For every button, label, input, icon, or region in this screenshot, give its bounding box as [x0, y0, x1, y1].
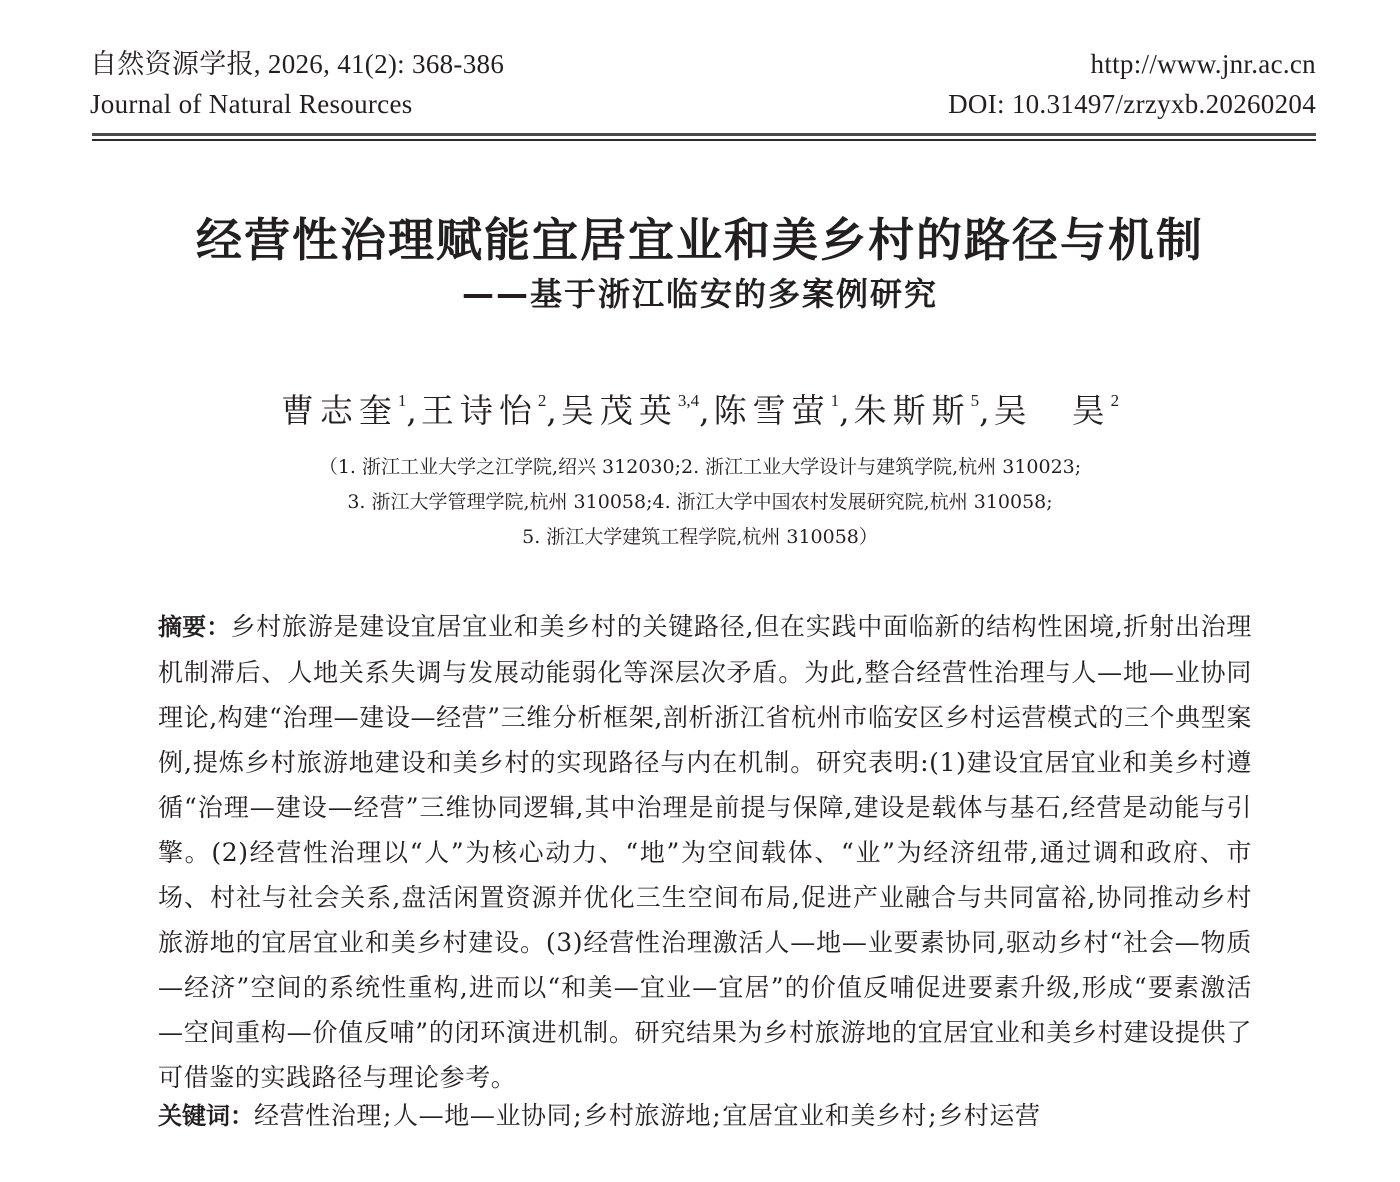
journal-citation: 自然资源学报, 2026, 41(2): 368-386: [90, 49, 505, 79]
paper-title: 经营性治理赋能宜居宜业和美乡村的路径与机制: [196, 213, 1204, 267]
title-block: [0, 208, 1400, 316]
author: [854, 391, 980, 430]
author: [561, 391, 699, 430]
affiliation-line: 5. 浙江大学建筑工程学院,杭州 310058）: [522, 526, 878, 548]
abstract: [158, 604, 1252, 1100]
keyword: 乡村运营: [938, 1101, 1041, 1130]
keyword-separator: ;: [383, 1101, 393, 1130]
author: [714, 391, 840, 430]
affiliation-marker: 2: [537, 391, 547, 410]
affiliation-marker: 1: [397, 391, 407, 410]
keyword: 人—地—业协同: [393, 1101, 573, 1130]
journal-header: [90, 44, 1316, 144]
affiliation-line: 3. 浙江大学管理学院,杭州 310058;4. 浙江大学中国农村发展研究院,杭州 310058;: [347, 491, 1053, 513]
keyword: 宜居宜业和美乡村: [722, 1101, 928, 1130]
author-separator: ,: [839, 391, 854, 430]
author-name: 吴茂英: [560, 391, 678, 430]
author: [994, 391, 1120, 430]
journal-links: [948, 44, 1316, 124]
author-separator: ,: [699, 391, 714, 430]
abstract-text: 乡村旅游是建设宜居宜业和美乡村的关键路径,但在实践中面临新的结构性困境,折射出治理机制滞后、人地关系失调与发展动能弱化等深层次矛盾。为此,整合经营性治理与人—地—业协同理论,构建“治理—建设—经营”三维分析框架,剖析浙江省杭州市临安区乡村运营模式的三个典型案例,提炼乡村旅游地建设和美乡村的实现路径与内在机制。研究表明:(1)建设宜居宜业和美乡村遵循“治理—建设—经营”三维协同逻辑,其中治理是前提与保障,建设是载体与基石,经营是动能与引擎。(2)经营性治理以“人”为核心动力、“地”为空间载体、“业”为经济纽带,通过调和政府、市场、村社与社会关系,盘活闲置资源并优化三生空间布局,促进产业融合与共同富裕,协同推动乡村旅游地的宜居宜业和美乡村建设。(3)经营性治理激活人—地—业要素协同,驱动乡村“社会—物质—经济”空间的系统性重构,进而以“和美—宜业—宜居”的价值反哺促进要素升级,形成“要素激活—空间重构—价值反哺”的闭环演进机制。研究结果为乡村旅游地的宜居宜业和美乡村建设提供了可借鉴的实践路径与理论参考。: [158, 612, 1253, 1092]
keyword: 经营性治理: [254, 1101, 383, 1130]
author-list: [0, 386, 1400, 436]
author-name: 曹志奎: [280, 391, 398, 430]
keywords-label: 关键词：: [158, 1102, 254, 1130]
journal-name-en: Journal of Natural Resources: [90, 89, 413, 119]
affiliation-marker: 5: [970, 391, 980, 410]
author-name: 陈雪萤: [713, 391, 831, 430]
affiliation-list: [0, 450, 1400, 555]
author-name: 朱斯斯: [853, 391, 971, 430]
affiliation-marker: 1: [830, 391, 840, 410]
affiliation-line: （1. 浙江工业大学之江学院,绍兴 312030;2. 浙江工业大学设计与建筑学院,杭州 310023;: [318, 456, 1082, 478]
journal-info: [90, 44, 504, 124]
author-name: 王诗怡: [420, 391, 538, 430]
author-separator: ,: [546, 391, 561, 430]
keyword: 乡村旅游地: [583, 1101, 712, 1130]
header-rule-thick: [92, 133, 1316, 136]
doi-link[interactable]: DOI: 10.31497/zrzyxb.20260204: [948, 89, 1316, 119]
paper-subtitle: ——基于浙江临安的多案例研究: [461, 275, 938, 313]
author-separator: ,: [979, 391, 994, 430]
affiliation-marker: 2: [1110, 391, 1120, 410]
author-separator: ,: [406, 391, 421, 430]
header-rule-thin: [92, 139, 1316, 141]
keyword-separator: ;: [928, 1101, 938, 1130]
keywords: [158, 1093, 1252, 1139]
author: [421, 391, 547, 430]
affiliation-marker: 3,4: [677, 391, 700, 410]
keyword-separator: ;: [573, 1101, 583, 1130]
keyword-separator: ;: [712, 1101, 722, 1130]
journal-url-link[interactable]: http://www.jnr.ac.cn: [1090, 49, 1316, 79]
author-name: 吴 昊: [993, 391, 1111, 430]
author: [281, 391, 407, 430]
abstract-label: 摘要：: [158, 613, 231, 641]
